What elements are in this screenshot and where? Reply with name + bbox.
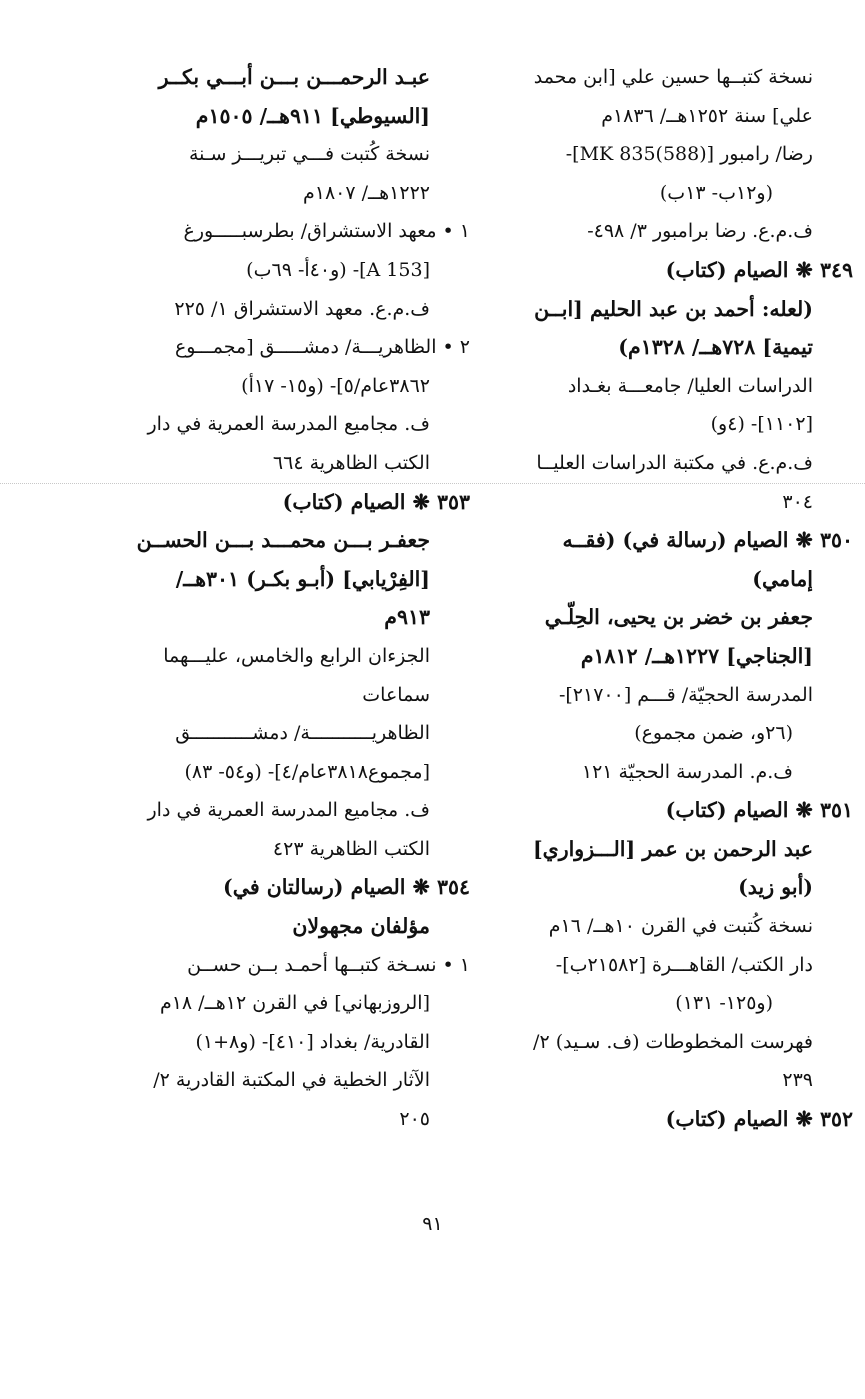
author-line: جعفر بن خضر بن يحيى، الحِلّـي (544, 605, 813, 630)
entry-heading-354: ٣٥٤ ❋ الصيام (رسالتان في) (223, 875, 470, 900)
entry-heading-349: ٣٤٩ ❋ الصيام (كتاب) (665, 257, 853, 282)
numbered-copy-1: ١ • معهد الاستشراق/ بطرسبـــــورغ (183, 220, 470, 243)
text-line: نسخة كُتبت في القرن ١٠هــ/ ١٦م (548, 915, 813, 938)
text-line: رضا/ رامبور [MK 835(588)]- (565, 143, 813, 166)
text-line: الدراسات العليا/ جامعـــة بغـداد (567, 374, 813, 397)
catalog-reference: ٣٠٤ (782, 490, 813, 513)
entry-heading-350-cont: إمامي) (752, 566, 813, 591)
entry-heading-353: ٣٥٣ ❋ الصيام (كتاب) (282, 489, 470, 514)
catalog-reference: ف.م.ع. في مكتبة الدراسات العليــا (536, 451, 813, 474)
text-line: [A 153]- (و٤٠أ- ٦٩ب) (246, 258, 430, 281)
author-line: [الفِرْيابي] (أبـو بكـر) ٣٠١هــ/ (175, 566, 430, 591)
author-line: عبـد الرحمـــن بـــن أبـــي بكــر (158, 65, 430, 89)
text-line: ١٢٢٢هــ/ ١٨٠٧م (302, 181, 430, 204)
catalog-reference: ف.م.ع. رضا برامبور ٣/ ٤٩٨- (587, 220, 813, 243)
text-line: (و١٢٥- ١٣١) (675, 992, 773, 1015)
catalog-reference: ٢٣٩ (782, 1069, 813, 1092)
numbered-copy-1: ١ • نسـخة كتبــها أحمـد بــن حســن (187, 953, 470, 976)
author-line: (لعله: أحمد بن عبد الحليم [ابــن (534, 296, 813, 321)
text-line: [١١٠٢]- (٤و) (710, 413, 813, 436)
catalog-reference: ف. مجاميع المدرسة العمرية في دار (147, 413, 430, 436)
numbered-copy-2: ٢ • الظاهريـــة/ دمشـــــق [مجمـــوع (174, 336, 470, 359)
text-line: سماعات (362, 683, 430, 706)
text-line: نسخة كتبــها حسين علي [ابن محمد (533, 66, 813, 88)
catalog-reference: الكتب الظاهرية ٦٦٤ (272, 451, 430, 474)
catalog-reference: ٢٠٥ (399, 1108, 430, 1131)
text-line: الظاهريـــــــــــة/ دمشـــــــــــق (175, 722, 430, 745)
text-line: الجزءان الرابع والخامس، عليـــهما (163, 644, 430, 667)
text-line: (و١٢ب- ١٣ب) (659, 181, 773, 204)
catalog-reference: ف.م. المدرسة الحجيّة ١٢١ (581, 760, 793, 783)
entry-heading-352: ٣٥٢ ❋ الصيام (كتاب) (665, 1107, 853, 1132)
author-line: [الجناجي] ١٢٢٧هــ/ ١٨١٢م (580, 643, 813, 668)
text-line: (٢٦و، ضمن مجموع) (634, 722, 793, 745)
text-line: القادرية/ بغداد [٤١٠]- (و٨+١) (195, 1030, 430, 1053)
author-line: (أبو زيد) (738, 875, 813, 900)
text-line: المدرسة الحجيّة/ قـــم [٢١٧٠٠]- (558, 683, 813, 706)
catalog-reference: فهرست المخطوطات (ف. سـيد) ٢/ (533, 1030, 813, 1053)
text-line: دار الكتب/ القاهـــرة [٢١٥٨٢ب]- (555, 953, 813, 976)
text-line: ٣٨٦٢عام/٥]- (و١٥- ١٧أ) (241, 374, 430, 397)
author-line: عبد الرحمن بن عمر [الـــزواري] (532, 836, 813, 861)
text-line: [مجموع٣٨١٨عام/٤]- (و٥٤- ٨٣) (184, 760, 430, 783)
page-number: ٩١ (422, 1213, 443, 1235)
scan-fold-line (0, 483, 865, 485)
author-line: جعفـر بـــن محمـــد بـــن الحســن (136, 528, 430, 553)
text-line: نسخة كُتبت فـــي تبريـــز سـنة (188, 143, 430, 166)
author-line: تيمية] ٧٢٨هــ/ ١٣٢٨م) (618, 335, 813, 360)
author-line: ٩١٣م (384, 605, 430, 630)
author-line: [السيوطي] ٩١١هــ/ ١٥٠٥م (195, 103, 430, 128)
right-column (468, 58, 853, 1139)
entry-heading-350: ٣٥٠ ❋ الصيام (رسالة في) (فقــه (562, 528, 853, 553)
entry-heading-351: ٣٥١ ❋ الصيام (كتاب) (665, 798, 853, 823)
catalog-reference: ف.م.ع. معهد الاستشراق ١/ ٢٢٥ (174, 297, 430, 320)
text-line: علي] سنة ١٢٥٢هــ/ ١٨٣٦م (601, 104, 813, 127)
catalog-reference: الآثار الخطية في المكتبة القادرية ٢/ (153, 1069, 430, 1092)
left-column (80, 58, 470, 1139)
catalog-reference: الكتب الظاهرية ٤٢٣ (272, 837, 430, 860)
text-line: [الروزبهاني] في القرن ١٢هــ/ ١٨م (159, 992, 430, 1015)
catalog-reference: ف. مجاميع المدرسة العمرية في دار (147, 799, 430, 822)
author-line: مؤلفان مجهولان (292, 914, 430, 939)
